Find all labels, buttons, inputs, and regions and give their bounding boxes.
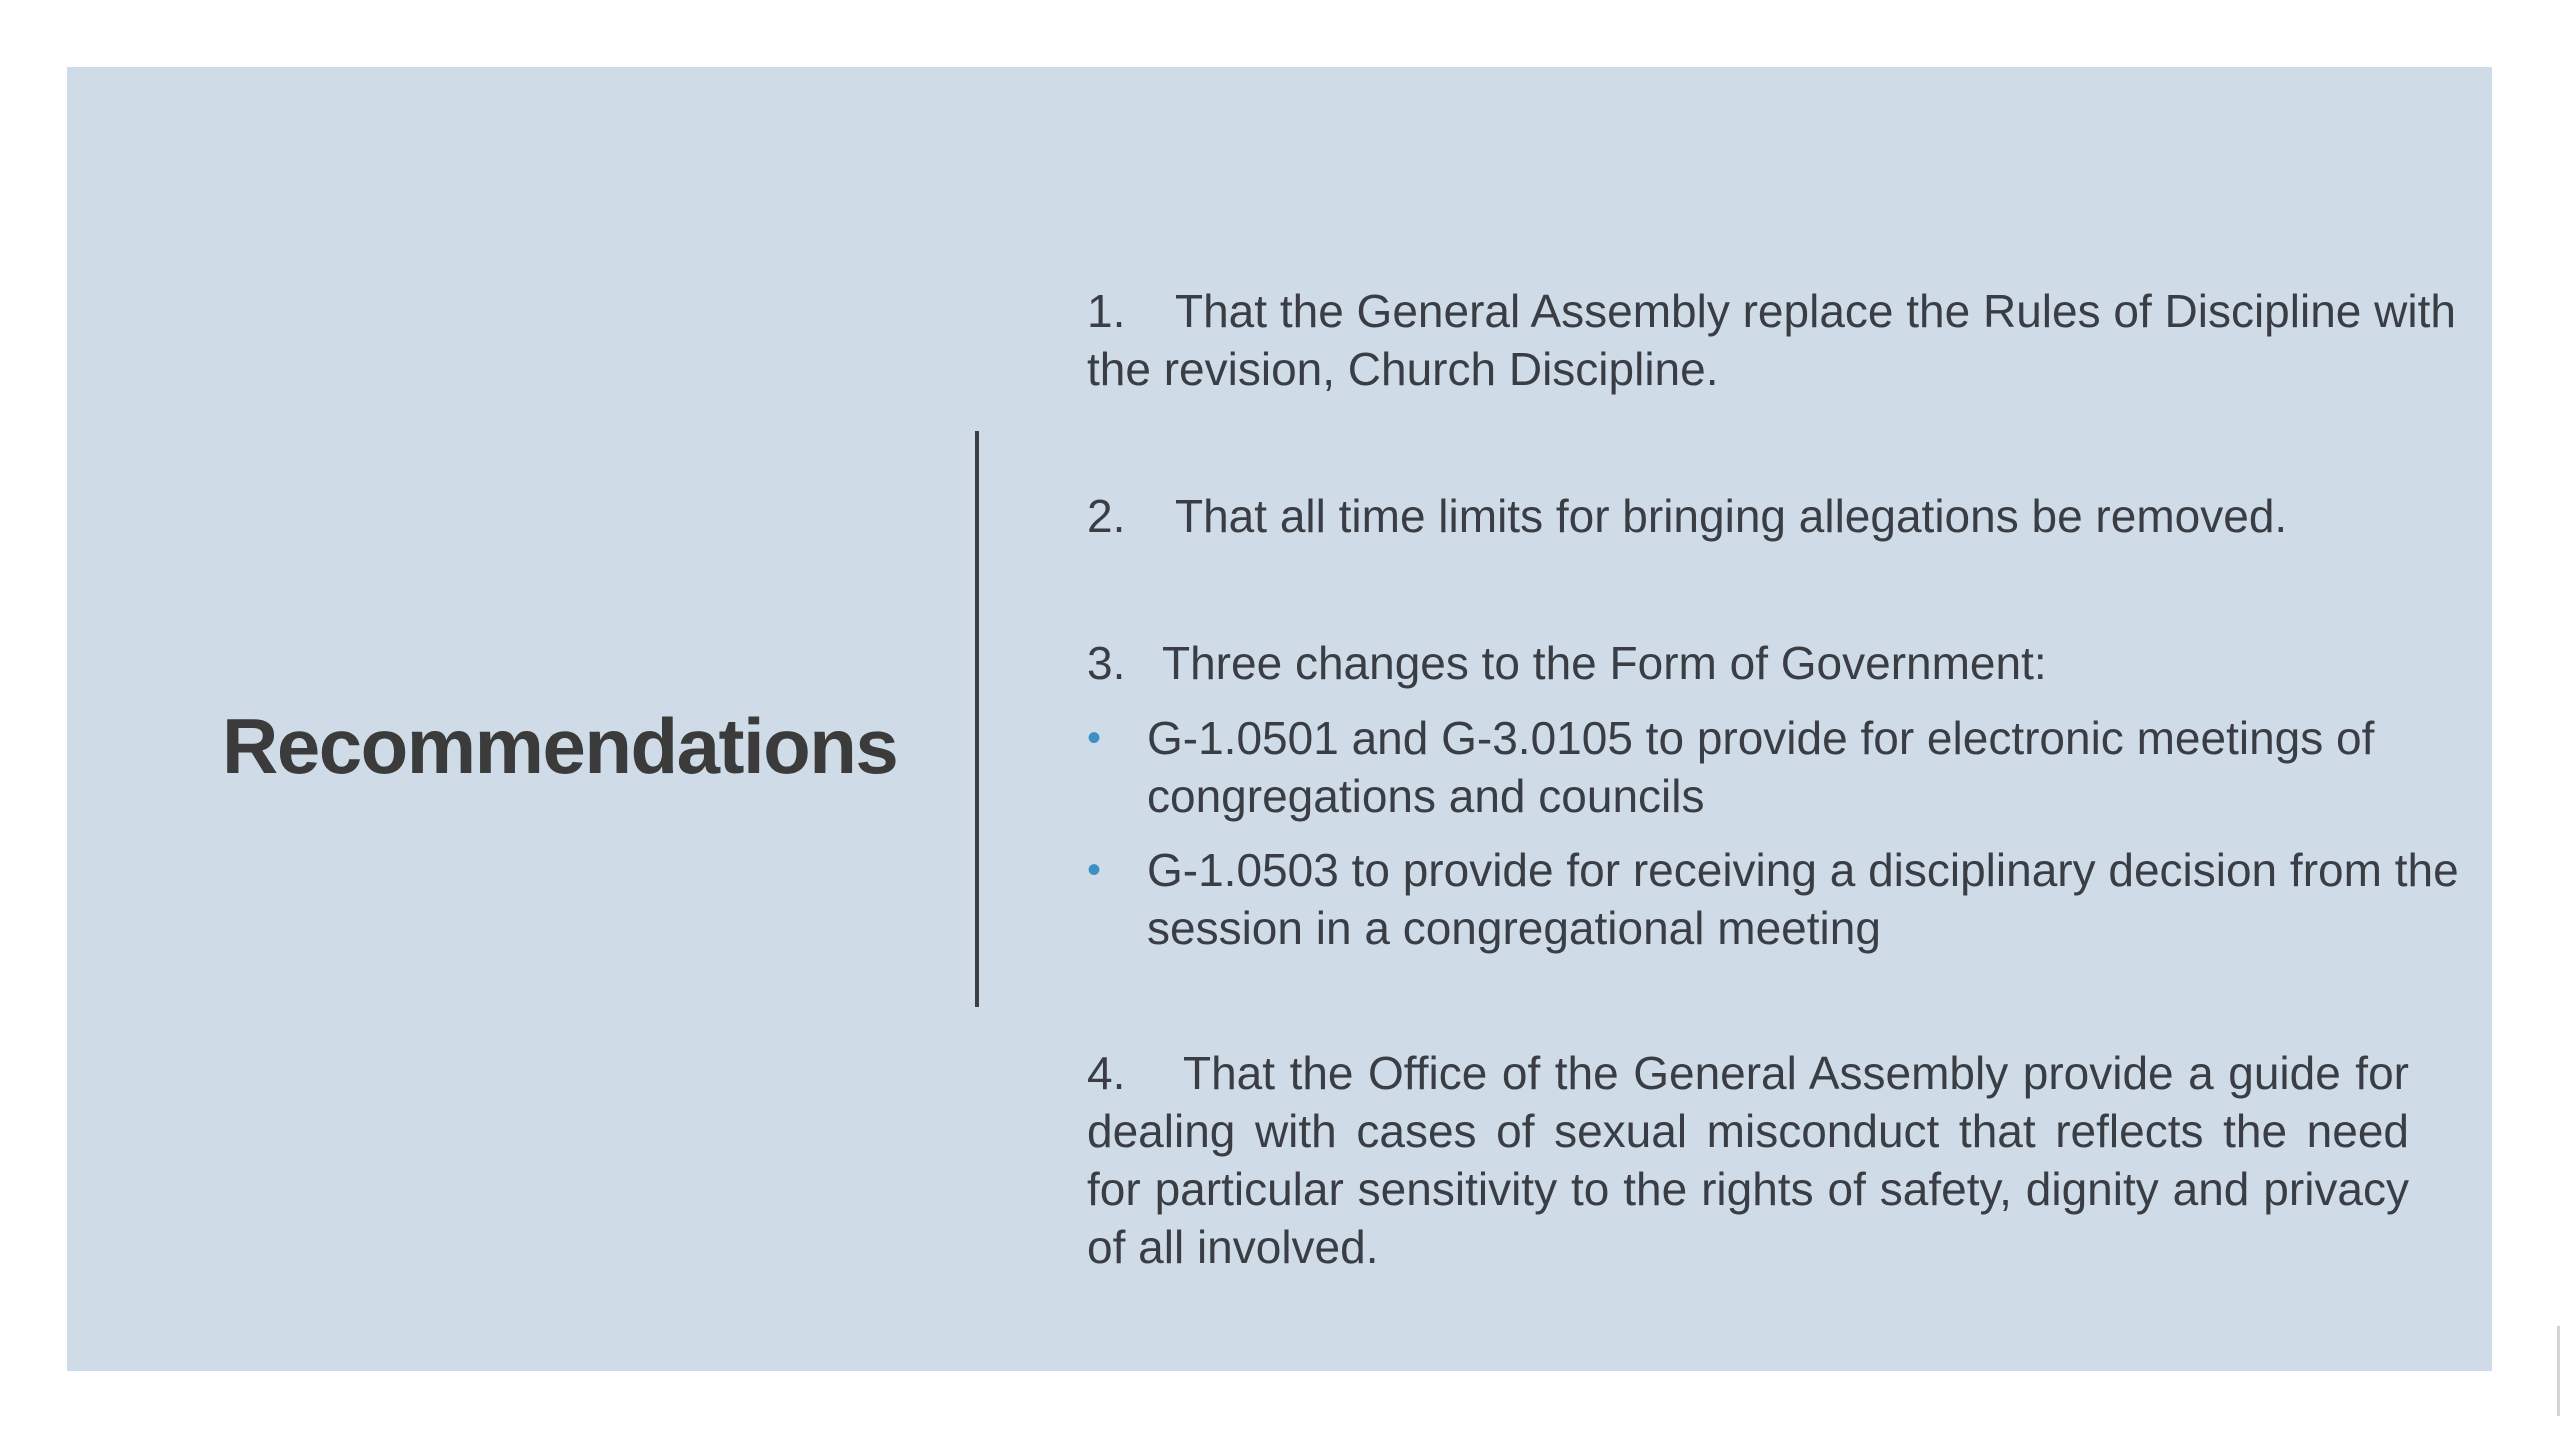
slide-title: Recommendations [222, 702, 898, 790]
bullet-icon: • [1087, 716, 1102, 760]
item-text: Three changes to the Form of Government: [1162, 637, 2047, 689]
slide [67, 67, 2492, 1371]
bullet-text: G-1.0501 and G-3.0105 to provide for electronic meetings of congregations and councils [1147, 712, 2375, 822]
item-number: 2. [1087, 490, 1126, 542]
recommendation-item-1 [1087, 282, 2479, 398]
form-of-government-changes [1087, 709, 2479, 973]
item-text: That the Office of the General Assembly provide a guide for dealing with cases of sexual misconduct that reflects the need for particular sensitivity to the rights of safety, dignity and privacy of all involved. [1087, 1047, 2409, 1273]
item-number: 3. [1087, 637, 1126, 689]
bullet-icon: • [1087, 848, 1102, 892]
bullet-text: G-1.0503 to provide for receiving a disciplinary decision from the session in a congregational meeting [1147, 844, 2459, 954]
item-number: 1. [1087, 285, 1126, 337]
recommendation-item-3 [1087, 634, 2479, 692]
recommendation-item-2 [1087, 487, 2479, 545]
list-item [1087, 709, 2479, 825]
item-number: 4. [1087, 1047, 1126, 1099]
item-text: That all time limits for bringing allegations be removed. [1175, 490, 2288, 542]
recommendation-item-4 [1087, 1044, 2409, 1276]
item-text: That the General Assembly replace the Rules of Discipline with the revision, Church Discipline. [1087, 285, 2456, 395]
list-item [1087, 841, 2479, 957]
vertical-divider [975, 431, 979, 1007]
